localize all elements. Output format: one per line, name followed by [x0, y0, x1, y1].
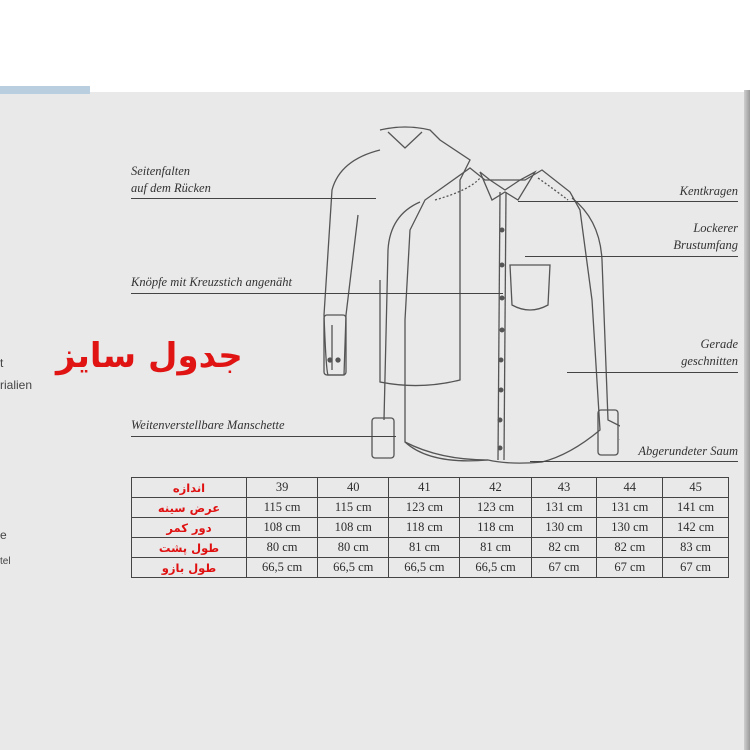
- row-label: دور کمر: [132, 518, 247, 538]
- label-saum: Abgerundeter Saum: [638, 444, 738, 458]
- label-seitenfalten-line1: Seitenfalten: [131, 164, 191, 178]
- back-cuff: [324, 315, 346, 375]
- table-cell: 115 cm: [247, 498, 318, 518]
- leader-gerade: [567, 372, 738, 373]
- chest-pocket: [510, 265, 550, 310]
- leader-knoepfe: [131, 293, 503, 294]
- table-header-row: [132, 478, 729, 498]
- table-cell: 130 cm: [597, 518, 663, 538]
- table-cell: 142 cm: [663, 518, 729, 538]
- table-cell: 108 cm: [247, 518, 318, 538]
- table-row: [132, 558, 729, 578]
- front-left-sleeve: [384, 202, 420, 420]
- page-title: جدول سایز: [56, 336, 243, 376]
- label-brustumfang-line1: Lockerer: [693, 221, 738, 235]
- size-header: 45: [663, 478, 729, 498]
- front-collar: [480, 172, 535, 200]
- row-label: طول بازو: [132, 558, 247, 578]
- table-cell: 80 cm: [318, 538, 389, 558]
- row-label: طول پشت: [132, 538, 247, 558]
- margin-fragment-2: rialien: [0, 378, 33, 392]
- table-cell: 66,5 cm: [247, 558, 318, 578]
- table-cell: 83 cm: [663, 538, 729, 558]
- label-gerade: [600, 336, 738, 370]
- table-cell: 108 cm: [318, 518, 389, 538]
- table-cell: 81 cm: [389, 538, 460, 558]
- table-cell: 123 cm: [389, 498, 460, 518]
- table-cell: 67 cm: [597, 558, 663, 578]
- back-shirt-outline: [380, 127, 470, 386]
- table-cell: 118 cm: [460, 518, 531, 538]
- leader-saum: [530, 461, 738, 462]
- label-seitenfalten-line2: auf dem Rücken: [131, 181, 211, 195]
- table-cell: 81 cm: [460, 538, 531, 558]
- paper-edge-shadow: [744, 90, 750, 750]
- table-header-label: اندازه: [132, 478, 247, 498]
- table-cell: 118 cm: [389, 518, 460, 538]
- label-knoepfe: Knöpfe mit Kreuzstich angenäht: [131, 275, 292, 289]
- front-left-cuff: [372, 418, 394, 458]
- table-cell: 80 cm: [247, 538, 318, 558]
- size-header: 43: [531, 478, 597, 498]
- table-cell: 141 cm: [663, 498, 729, 518]
- shirt-illustration: [310, 120, 620, 470]
- table-row: [132, 498, 729, 518]
- size-header: 40: [318, 478, 389, 498]
- front-shirt-outline: [405, 168, 600, 463]
- leader-brustumfang: [525, 256, 738, 257]
- table-cell: 131 cm: [597, 498, 663, 518]
- label-gerade-line2: geschnitten: [681, 354, 738, 368]
- label-kentkragen: Kentkragen: [679, 184, 738, 198]
- margin-fragment-3: e: [0, 528, 7, 542]
- back-collar: [388, 132, 422, 148]
- table-row: [132, 518, 729, 538]
- table-cell: 82 cm: [597, 538, 663, 558]
- size-table: [131, 477, 729, 578]
- table-cell: 67 cm: [531, 558, 597, 578]
- table-row: [132, 538, 729, 558]
- size-header: 41: [389, 478, 460, 498]
- table-cell: 115 cm: [318, 498, 389, 518]
- table-cell: 66,5 cm: [318, 558, 389, 578]
- table-cell: 82 cm: [531, 538, 597, 558]
- table-cell: 131 cm: [531, 498, 597, 518]
- size-header: 42: [460, 478, 531, 498]
- margin-fragment-1: t: [0, 356, 4, 370]
- label-brustumfang-line2: Brustumfang: [673, 238, 738, 252]
- label-manschette: Weitenverstellbare Manschette: [131, 418, 285, 432]
- leader-kentkragen: [518, 201, 738, 202]
- label-gerade-line1: Gerade: [700, 337, 738, 351]
- box-corner-stripe: [0, 86, 90, 94]
- leader-manschette: [131, 436, 396, 437]
- leader-seitenfalten: [131, 198, 376, 199]
- label-brustumfang: [600, 220, 738, 254]
- size-header: 39: [247, 478, 318, 498]
- margin-fragment-4: tel: [0, 556, 11, 567]
- table-cell: 123 cm: [460, 498, 531, 518]
- photo-top-background: [0, 0, 750, 92]
- label-seitenfalten: [131, 163, 211, 197]
- table-cell: 66,5 cm: [460, 558, 531, 578]
- table-cell: 66,5 cm: [389, 558, 460, 578]
- row-label: عرض سینه: [132, 498, 247, 518]
- table-cell: 130 cm: [531, 518, 597, 538]
- table-cell: 67 cm: [663, 558, 729, 578]
- size-header: 44: [597, 478, 663, 498]
